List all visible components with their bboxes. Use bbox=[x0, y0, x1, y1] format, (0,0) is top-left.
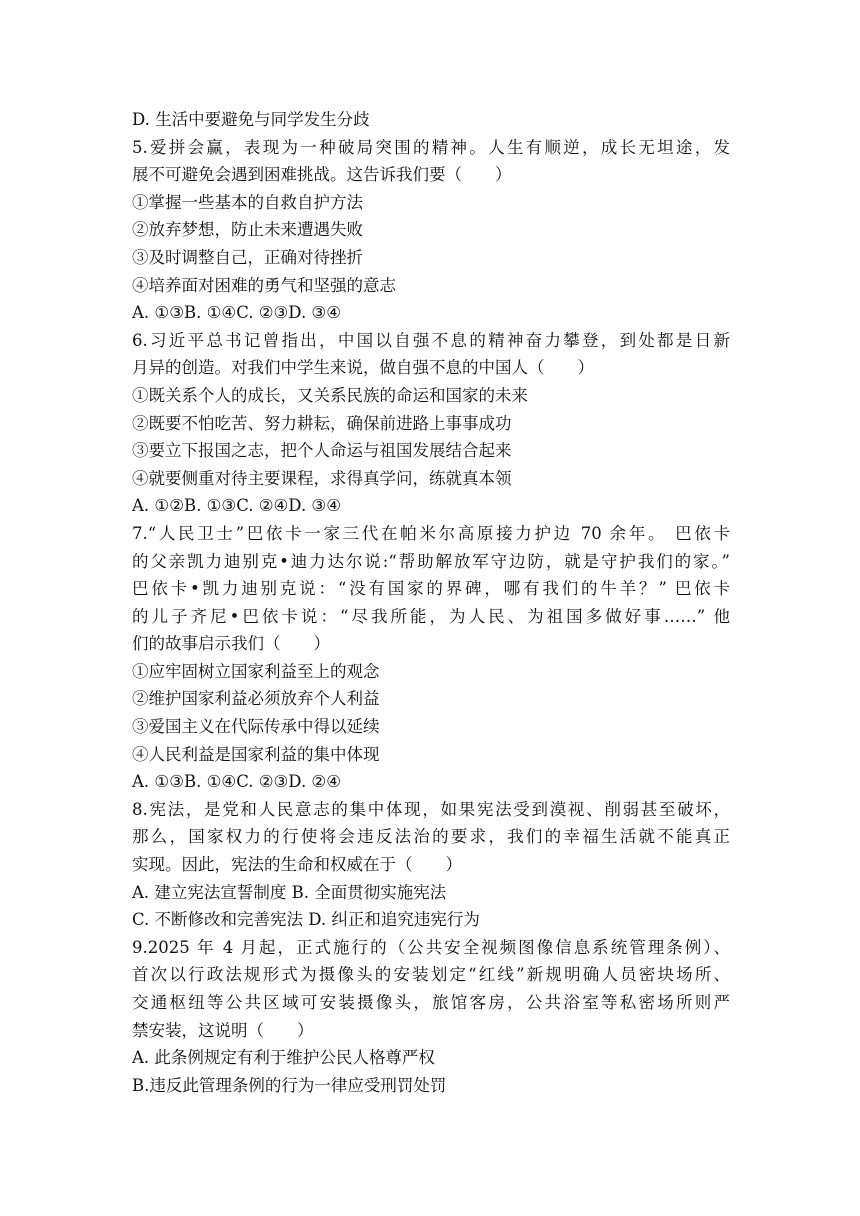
text-line: 8.宪法，是党和人民意志的集中体现，如果宪法受到漠视、削弱甚至破坏， bbox=[132, 799, 730, 819]
text-line: 禁安装，这说明（ ） bbox=[132, 1020, 314, 1040]
text-line: A. ①③B. ①④C. ②③D. ③④ bbox=[132, 303, 342, 323]
text-line: 那么，国家权力的行使将会违反法治的要求，我们的幸福生活就不能真正 bbox=[132, 827, 730, 847]
text-line: 交通枢纽等公共区域可安装摄像头，旅馆客房，公共浴室等私密场所则严 bbox=[132, 993, 730, 1012]
text-line: ③爱国主义在代际传承中得以延续 bbox=[132, 717, 380, 737]
text-line: 们的故事启示我们（ ） bbox=[132, 634, 330, 654]
text-line: D. 生活中要避免与同学发生分歧 bbox=[132, 110, 370, 129]
text-line: A. ①③B. ①④C. ②③D. ②④ bbox=[132, 772, 342, 792]
text-line: 6.习近平总书记曾指出，中国以自强不息的精神奋力攀登，到处都是日新 bbox=[132, 330, 730, 350]
text-line: 的父亲凯力迪别克•迪力达尔说:“帮助解放军守边防，就是守护我们的家。” bbox=[132, 551, 730, 571]
text-line: 的儿子齐尼•巴依卡说：“尽我所能，为人民、为祖国多做好事……” 他 bbox=[132, 606, 730, 626]
text-line: ①掌握一些基本的自救自护方法 bbox=[132, 192, 363, 212]
text-line: ④培养面对困难的勇气和坚强的意志 bbox=[132, 275, 396, 295]
document-page bbox=[132, 106, 730, 1099]
text-line: 巴依卡•凯力迪别克说：“没有国家的界碑，哪有我们的牛羊？” 巴依卡 bbox=[132, 579, 730, 599]
text-line: C. 不断修改和完善宪法 D. 纠正和追究违宪行为 bbox=[132, 910, 480, 930]
text-line: ①应牢固树立国家利益至上的观念 bbox=[132, 661, 380, 681]
text-line: 7.“人民卫士”巴依卡一家三代在帕米尔高原接力护边 70 余年。 巴依卡 bbox=[132, 523, 730, 543]
text-line: 实现。因此，宪法的生命和权威在于（ ） bbox=[132, 855, 462, 875]
text-line: 9.2025 年 4 月起，正式施行的（公共安全视频图像信息系统管理条例）、 bbox=[132, 937, 730, 957]
text-line: ③及时调整自己，正确对待挫折 bbox=[132, 247, 363, 267]
text-line: ②既要不怕吃苦、努力耕耘，确保前进路上事事成功 bbox=[132, 413, 512, 433]
text-line: A. 此条例规定有利于维护公民人格尊严权 bbox=[132, 1048, 435, 1068]
text-line: 5.爱拼会赢，表现为一种破局突围的精神。人生有顺逆，成长无坦途，发 bbox=[132, 137, 730, 157]
text-line: ①既关系个人的成长，又关系民族的命运和国家的未来 bbox=[132, 385, 528, 405]
text-line: A. 建立宪法宣誓制度 B. 全面贯彻实施宪法 bbox=[132, 882, 447, 902]
text-line: 展不可避免会遇到困难挑战。这告诉我们要（ ） bbox=[132, 165, 512, 185]
text-line: ④人民利益是国家利益的集中体现 bbox=[132, 744, 380, 764]
text-line: 首次以行政法规形式为摄像头的安装划定“红线”新规明确人员密块场所、 bbox=[132, 965, 730, 985]
text-line: ②放弃梦想，防止未来遭遇失败 bbox=[132, 220, 363, 240]
text-line: ②维护国家利益必须放弃个人利益 bbox=[132, 689, 380, 709]
text-line: A. ①②B. ①③C. ②④D. ③④ bbox=[132, 496, 342, 516]
text-line: B.违反此管理条例的行为一律应受刑罚处罚 bbox=[132, 1075, 447, 1095]
text-line: 月异的创造。对我们中学生来说，做自强不息的中国人（ ） bbox=[132, 358, 594, 378]
text-line: ④就要侧重对待主要课程，求得真学问，练就真本领 bbox=[132, 468, 512, 488]
text-line: ③要立下报国之志，把个人命运与祖国发展结合起来 bbox=[132, 441, 512, 461]
